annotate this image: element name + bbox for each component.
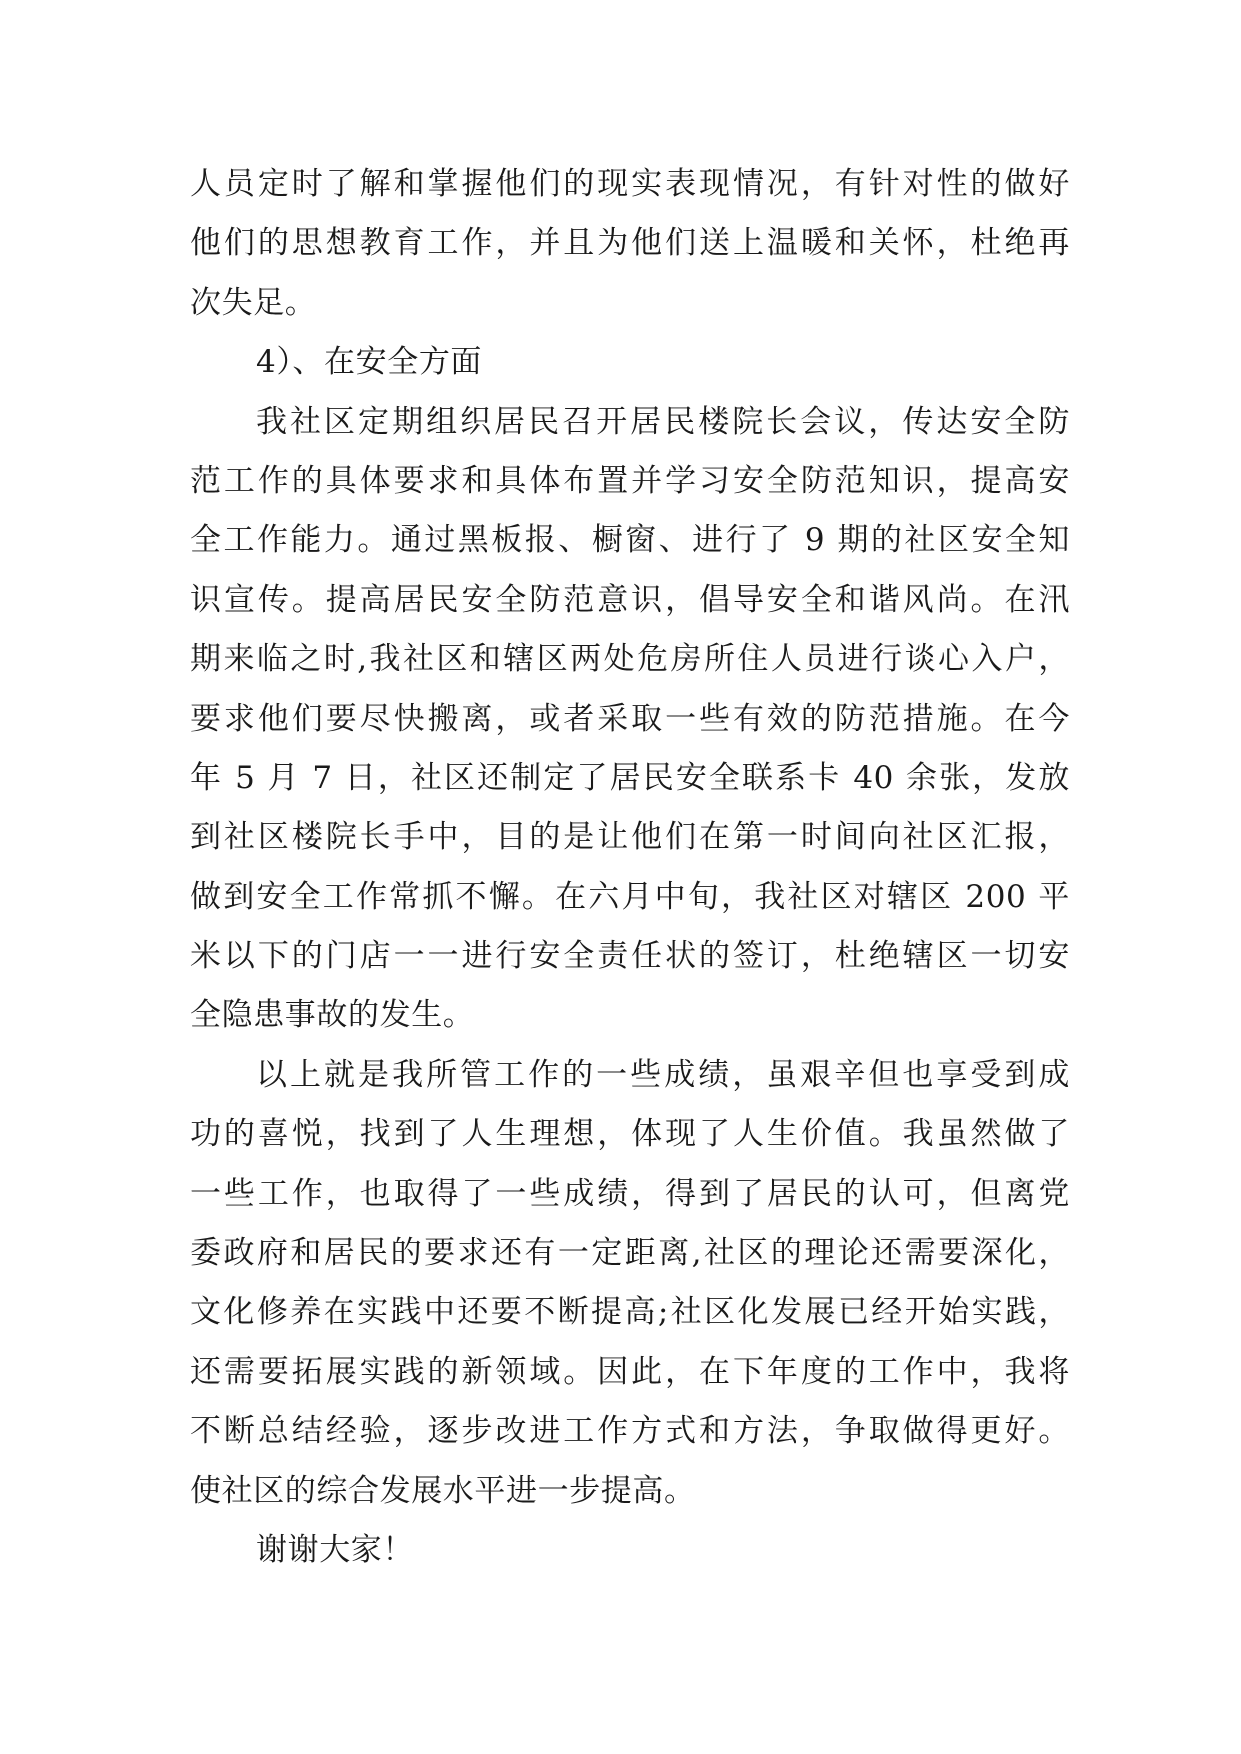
text-line: 范工作的具体要求和具体布置并学习安全防范知识，提高安 xyxy=(190,462,1070,499)
text-line: 他们的思想教育工作，并且为他们送上温暖和关怀，杜绝再 xyxy=(190,225,1070,262)
text-line: 到社区楼院长手中，目的是让他们在第一时间向社区汇报， xyxy=(190,819,1070,856)
text-line: 要求他们要尽快搬离，或者采取一些有效的防范措施。在今 xyxy=(190,700,1070,737)
text-line: 委政府和居民的要求还有一定距离,社区的理论还需要深化， xyxy=(190,1235,1070,1272)
text-line: 次失足。 xyxy=(190,284,317,321)
text-line: 期来临之时,我社区和辖区两处危房所住人员进行谈心入户， xyxy=(190,641,1070,678)
text-line: 年 5 月 7 日，社区还制定了居民安全联系卡 40 余张，发放 xyxy=(190,759,1070,796)
section-heading: 4）、在安全方面 xyxy=(256,344,483,381)
text-line: 不断总结经验，逐步改进工作方式和方法，争取做得更好。 xyxy=(190,1413,1070,1450)
text-line: 全隐患事故的发生。 xyxy=(190,997,475,1034)
text-line: 全工作能力。通过黑板报、橱窗、进行了 9 期的社区安全知 xyxy=(190,522,1070,559)
text-line: 功的喜悦，找到了人生理想，体现了人生价值。我虽然做了 xyxy=(190,1116,1070,1153)
closing-line: 谢谢大家！ xyxy=(256,1531,414,1568)
text-line: 人员定时了解和掌握他们的现实表现情况，有针对性的做好 xyxy=(190,166,1070,202)
text-line: 文化修养在实践中还要不断提高;社区化发展已经开始实践， xyxy=(190,1294,1070,1331)
text-line: 做到安全工作常抓不懈。在六月中旬，我社区对辖区 200 平 xyxy=(190,878,1070,915)
text-line: 使社区的综合发展水平进一步提高。 xyxy=(190,1472,696,1509)
text-line: 识宣传。提高居民安全防范意识，倡导安全和谐风尚。在汛 xyxy=(190,581,1070,618)
text-line: 还需要拓展实践的新领域。因此，在下年度的工作中，我将 xyxy=(190,1353,1070,1390)
body-text xyxy=(190,155,1070,1580)
paragraph-first-line: 我社区定期组织居民召开居民楼院长会议，传达安全防 xyxy=(256,403,1070,440)
paragraph-first-line: 以上就是我所管工作的一些成绩，虽艰辛但也享受到成 xyxy=(256,1056,1070,1093)
text-line: 一些工作，也取得了一些成绩，得到了居民的认可，但离党 xyxy=(190,1175,1070,1212)
text-line: 米以下的门店一一进行安全责任状的签订，杜绝辖区一切安 xyxy=(190,938,1070,975)
